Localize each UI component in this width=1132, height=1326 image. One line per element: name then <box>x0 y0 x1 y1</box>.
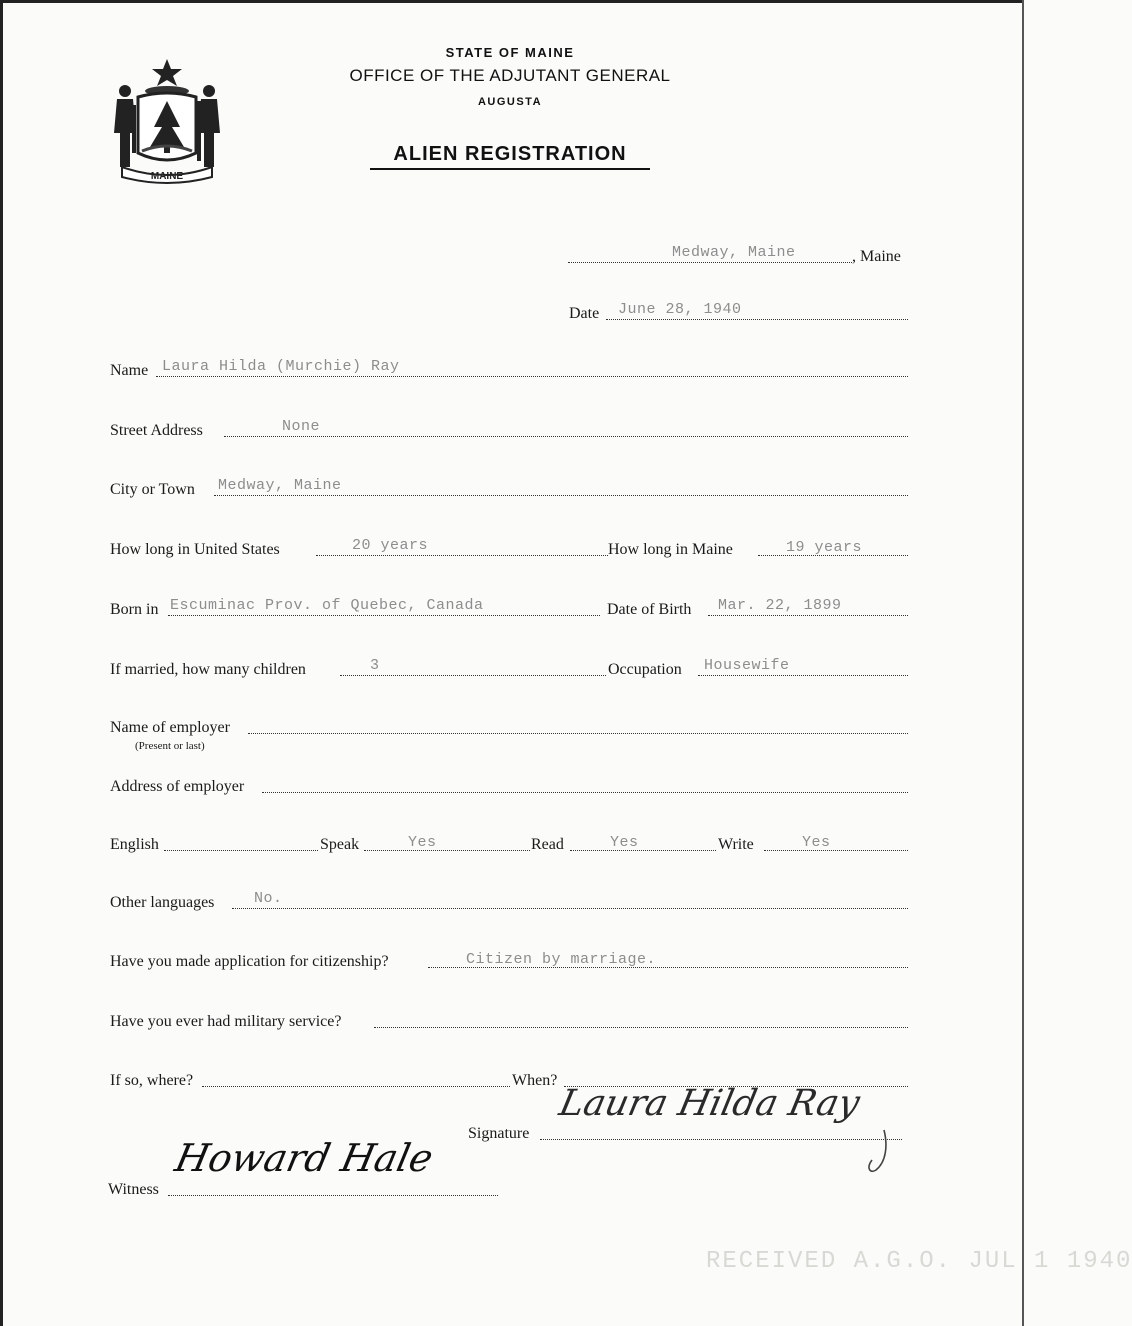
english-line <box>164 850 318 851</box>
date-of-birth-label: Date of Birth <box>607 601 692 618</box>
name-value: Laura Hilda (Murchie) Ray <box>162 358 400 375</box>
how-long-us-label: How long in United States <box>110 541 280 558</box>
how-long-maine-value: 19 years <box>786 539 863 556</box>
maine-seal <box>108 55 226 185</box>
employer-name-line <box>248 733 908 734</box>
field-town <box>0 245 1024 269</box>
witness-label: Witness <box>108 1181 159 1198</box>
children-line <box>340 675 606 676</box>
witness-line <box>168 1195 498 1196</box>
occupation-value: Housewife <box>704 657 790 674</box>
other-languages-value: No. <box>254 890 283 907</box>
field-birth <box>0 598 1024 622</box>
name-label: Name <box>110 362 149 379</box>
received-stamp: RECEIVED A.G.O. JUL 1 1940 <box>706 1248 1132 1275</box>
employer-address-label: Address of employer <box>110 778 245 795</box>
field-military-details <box>0 1069 1024 1093</box>
street-address-value: None <box>282 418 321 435</box>
field-employer-name <box>0 716 1024 752</box>
street-address-label: Street Address <box>110 422 203 439</box>
occupation-label: Occupation <box>608 661 682 678</box>
date-of-birth-value: Mar. 22, 1899 <box>718 597 842 614</box>
write-value: Yes <box>802 834 831 851</box>
field-citizenship <box>0 950 1024 974</box>
city-or-town-value: Medway, Maine <box>218 477 342 494</box>
if-so-where-label: If so, where? <box>110 1072 194 1089</box>
employer-address-line <box>262 792 908 793</box>
town-value: Medway, Maine <box>672 244 796 261</box>
read-line <box>570 850 716 851</box>
field-residency <box>0 538 1024 562</box>
how-long-us-value: 20 years <box>352 537 429 554</box>
street-address-line <box>224 436 908 437</box>
military-line <box>374 1027 908 1028</box>
field-english <box>0 833 1024 857</box>
date-label: Date <box>569 305 600 322</box>
born-in-label: Born in <box>110 601 159 618</box>
signature-label: Signature <box>468 1125 530 1142</box>
date-value: June 28, 1940 <box>618 301 742 318</box>
field-date <box>0 302 1024 326</box>
header-state: STATE OF MAINE <box>445 45 575 60</box>
signature-line <box>540 1139 902 1140</box>
military-label: Have you ever had military service? <box>110 1013 342 1030</box>
read-label: Read <box>531 836 564 853</box>
witness-value: Howard Hale <box>171 1136 437 1180</box>
field-military <box>0 1010 1024 1034</box>
born-in-value: Escuminac Prov. of Quebec, Canada <box>170 597 484 614</box>
employer-name-sublabel: (Present or last) <box>135 740 205 752</box>
scan-border-top <box>0 0 1024 3</box>
header-office: OFFICE OF THE ADJUTANT GENERAL <box>349 66 671 85</box>
seal-text: MAINE <box>150 171 184 182</box>
field-name <box>0 359 1024 383</box>
city-or-town-label: City or Town <box>110 481 195 498</box>
how-long-maine-label: How long in Maine <box>608 541 733 558</box>
read-value: Yes <box>610 834 639 851</box>
speak-value: Yes <box>408 834 437 851</box>
write-line <box>764 850 908 851</box>
town-suffix: , Maine <box>852 248 901 265</box>
header-city: AUGUSTA <box>477 96 543 108</box>
field-witness <box>0 1136 1024 1202</box>
signature-flourish <box>862 1126 892 1176</box>
speak-line <box>364 850 530 851</box>
other-languages-label: Other languages <box>110 894 215 911</box>
field-family-occupation <box>0 658 1024 682</box>
field-employer-address <box>0 775 1024 799</box>
english-label: English <box>110 836 159 853</box>
citizenship-label: Have you made application for citizenship? <box>110 953 389 970</box>
field-street-address <box>0 419 1024 443</box>
title-underline <box>370 168 650 170</box>
children-label: If married, how many children <box>110 661 306 678</box>
field-city-or-town <box>0 478 1024 502</box>
children-value: 3 <box>370 657 380 674</box>
when-label: When? <box>512 1072 558 1089</box>
other-languages-line <box>232 908 908 909</box>
speak-label: Speak <box>320 836 360 853</box>
signature-value: Laura Hilda Ray <box>555 1083 864 1124</box>
write-label: Write <box>718 836 754 853</box>
form-title: ALIEN REGISTRATION <box>393 143 627 165</box>
if-so-where-line <box>202 1086 510 1087</box>
field-other-languages <box>0 891 1024 915</box>
employer-name-label: Name of employer <box>110 719 230 736</box>
citizenship-value: Citizen by marriage. <box>466 951 657 968</box>
